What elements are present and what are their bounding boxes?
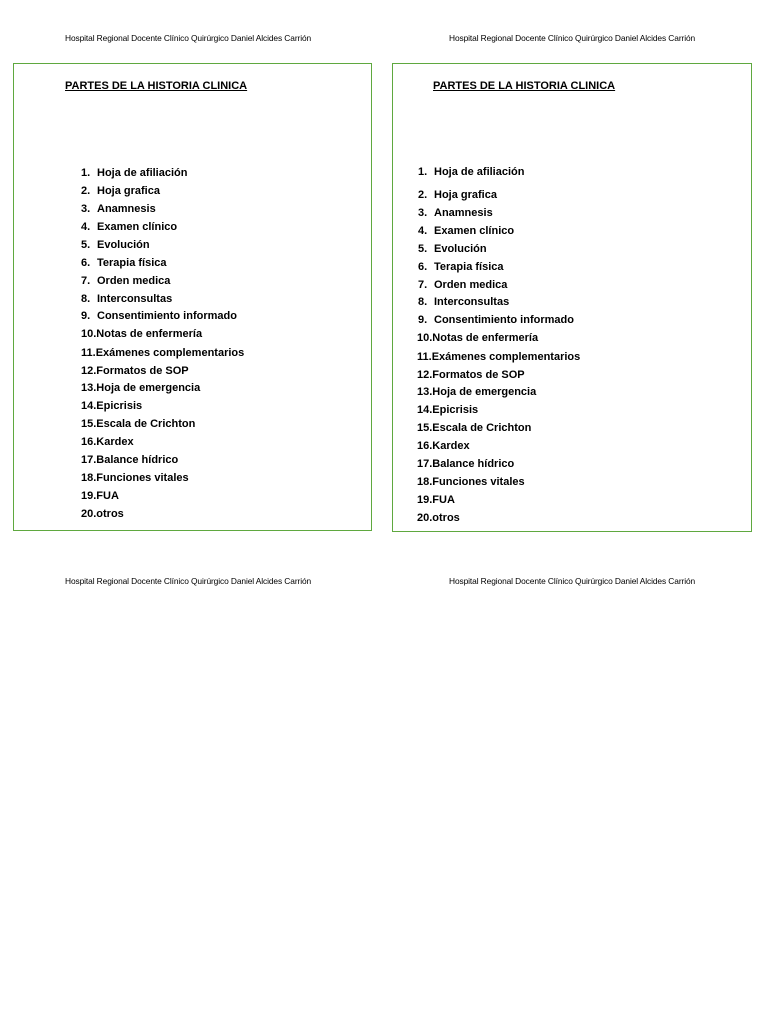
list-item-label: otros [96,508,124,520]
list-item-label: Hoja grafica [434,189,497,201]
list-item [81,418,195,430]
list-item [417,332,538,344]
list-item-number: 12. [81,365,97,377]
list-item-label: Anamnesis [97,203,156,215]
list-item-label: Balance hídrico [96,454,179,466]
list-item [81,221,177,233]
list-item-number: 14. [81,400,97,412]
list-item-label: Anamnesis [434,207,493,219]
list-item-label: Formatos de SOP [432,369,525,381]
page-header-bottom-right: Hospital Regional Docente Clínico Quirúrgico Daniel Alcides Carrión [449,576,696,586]
list-item [81,328,202,340]
list-item [418,207,493,219]
list-item-number: 10. [417,332,433,344]
list-item-number: 19. [81,490,97,502]
list-item [417,404,478,416]
list-item [418,243,487,255]
list-item [81,239,150,251]
list-item-number: 3. [81,203,91,215]
list-item-number: 12. [417,369,433,381]
card-left [13,63,372,531]
list-item [81,167,187,179]
list-item [417,369,525,381]
list-item-number: 17. [81,454,97,466]
list-item-label: Exámenes complementarios [431,351,581,363]
list-item-label: Notas de enfermería [96,328,203,340]
list-item-number: 20. [417,512,433,524]
card-right [392,63,752,532]
list-item-number: 9. [418,314,428,326]
list-item-label: Consentimiento informado [434,314,574,326]
list-item [81,185,160,197]
list-item [81,203,156,215]
list-item-label: Balance hídrico [432,458,515,470]
list-item-label: Orden medica [97,275,171,287]
list-item-label: Escala de Crichton [432,422,532,434]
page-header-top-left: Hospital Regional Docente Clínico Quirúrgico Daniel Alcides Carrión [65,33,312,43]
list-item-number: 13. [81,382,97,394]
list-item [418,314,574,326]
list-item-label: Hoja grafica [97,185,160,197]
list-item-number: 7. [81,275,91,287]
list-item-number: 8. [81,293,91,305]
list-item-number: 1. [418,166,428,178]
list-item-number: 2. [418,189,428,201]
list-item-number: 4. [81,221,91,233]
list-item-number: 7. [418,279,428,291]
list-item-label: Hoja de afiliación [97,167,188,179]
list-item [81,454,178,466]
list-item [418,279,507,291]
list-item [418,166,524,178]
list-item-label: otros [432,512,460,524]
list-item-number: 5. [81,239,91,251]
list-item-label: Orden medica [434,279,508,291]
list-item [418,225,514,237]
list-item [417,386,536,398]
list-item-label: Terapia física [97,257,167,269]
list-item-label: Escala de Crichton [96,418,196,430]
list-item-number: 18. [81,472,97,484]
list-item-label: Examen clínico [97,221,178,233]
list-item-number: 6. [418,261,428,273]
list-item-number: 5. [418,243,428,255]
list-item-label: Evolución [97,239,150,251]
list-item [81,400,142,412]
list-item [81,310,237,322]
list-item [81,508,124,520]
list-item [417,422,531,434]
list-item-number: 16. [81,436,97,448]
list-item-label: Kardex [432,440,470,452]
list-item-label: Kardex [96,436,134,448]
list-item-number: 19. [417,494,433,506]
list-item-label: Interconsultas [97,293,173,305]
list-item [418,296,509,308]
list-item [81,365,189,377]
list-item-label: FUA [432,494,455,506]
list-item-label: Funciones vitales [432,476,525,488]
card-title: PARTES DE LA HISTORIA CLINICA [65,80,248,92]
list-item [81,382,200,394]
list-item-number: 15. [417,422,433,434]
list-item-label: Hoja de emergencia [96,382,201,394]
list-item [417,494,455,506]
list-item-number: 13. [417,386,433,398]
list-item-number: 6. [81,257,91,269]
list-item-number: 8. [418,296,428,308]
list-item [417,476,525,488]
list-item [418,261,504,273]
list-item-label: Consentimiento informado [97,310,237,322]
list-item-label: Exámenes complementarios [95,347,245,359]
list-item-label: Epicrisis [432,404,479,416]
list-item [417,458,514,470]
list-item [417,351,580,363]
list-item [417,440,470,452]
list-item-label: Terapia física [434,261,504,273]
list-item [81,293,172,305]
list-item-number: 16. [417,440,433,452]
list-item-label: Formatos de SOP [96,365,189,377]
page-header-top-right: Hospital Regional Docente Clínico Quirúrgico Daniel Alcides Carrión [449,33,696,43]
list-item-label: Notas de enfermería [432,332,539,344]
list-item-number: 18. [417,476,433,488]
list-item-label: Funciones vitales [96,472,189,484]
list-item-number: 10. [81,328,97,340]
list-item-number: 20. [81,508,97,520]
list-item [81,472,189,484]
list-item-label: Evolución [434,243,487,255]
list-item-label: Interconsultas [434,296,510,308]
list-item-label: Epicrisis [96,400,143,412]
page-header-bottom-left: Hospital Regional Docente Clínico Quirúrgico Daniel Alcides Carrión [65,576,312,586]
list-item [81,490,119,502]
list-item [418,189,497,201]
list-item [81,436,134,448]
list-item-number: 11. [81,347,96,359]
list-item-number: 9. [81,310,91,322]
list-item-label: Examen clínico [434,225,515,237]
list-item-number: 4. [418,225,428,237]
list-item-label: FUA [96,490,119,502]
list-item-number: 14. [417,404,433,416]
list-item [81,347,244,359]
list-item-number: 15. [81,418,97,430]
list-item [81,275,170,287]
list-item-number: 17. [417,458,433,470]
list-item [81,257,167,269]
list-item-number: 11. [417,351,432,363]
list-item [417,512,460,524]
list-item-number: 3. [418,207,428,219]
list-item-number: 2. [81,185,91,197]
list-item-label: Hoja de emergencia [432,386,537,398]
card-title: PARTES DE LA HISTORIA CLINICA [433,80,616,92]
list-item-number: 1. [81,167,91,179]
list-item-label: Hoja de afiliación [434,166,525,178]
